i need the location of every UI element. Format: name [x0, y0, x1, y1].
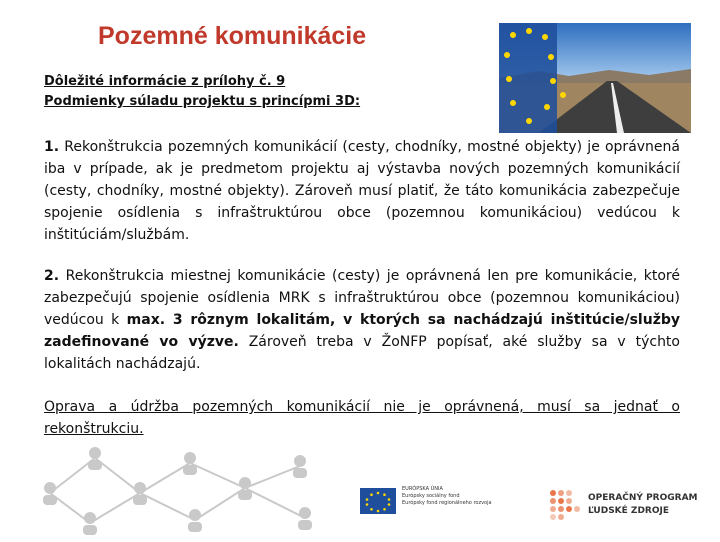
subheadings — [44, 72, 360, 112]
eu-logo-text — [402, 486, 492, 507]
op-ludske-zdroje-logo — [548, 488, 718, 528]
eu-flag-icon — [360, 488, 396, 514]
subheading-3d-conditions: Podmienky súladu projektu s princípmi 3D: — [44, 94, 361, 109]
op-logo-line-1: OPERAČNÝ PROGRAM — [588, 493, 698, 503]
road-illustration — [499, 23, 691, 133]
op-dots-icon — [548, 488, 582, 522]
paragraph-1-text: Rekonštrukcia pozemných komunikácií (cesty, chodníky, mostné objekty) je oprávnená iba v prípade, ak je predmetom projektu aj výstavba nových pozemných komunikácií (cesty, chodníky, mostné objekty). Zároveň musí platiť, že táto komunikácia zabezpečuje spojenie osídlenia s infraštruktúrou obce (pozemnou komunikáciou) vedúcou k inštitúciám/službám. — [44, 139, 680, 243]
eu-logo-line-2: Európsky sociálny fond — [402, 493, 460, 499]
paragraph-2-bold-text: max. 3 rôznym lokalitám, v ktorých sa nachádzajú inštitúcie/služby zadefinované vo výzve. — [44, 312, 680, 350]
people-network-icon — [30, 438, 340, 538]
paragraph-2-end-text: Zároveň treba v ŽoNFP popísať, aké služby sa v týchto lokalitách nachádzajú. — [44, 334, 680, 372]
paragraph-1-number: 1. — [44, 139, 60, 155]
eu-logo-line-3: Európsky fond regionálneho rozvoja — [402, 500, 492, 506]
paragraph-2-text: Rekonštrukcia miestnej komunikácie (cesty) je oprávnená len pre komunikácie, ktoré zabezpečujú spojenie osídlenia MRK s infraštruktúrou obce (pozemnou komunikáciou) vedúcou k — [44, 268, 680, 328]
hero-image-eu-road — [499, 23, 691, 133]
op-logo-line-2: ĽUDSKÉ ZDROJE — [588, 506, 670, 516]
paragraph-2-number: 2. — [44, 268, 60, 284]
op-logo-text — [588, 492, 698, 518]
network-decoration — [30, 438, 340, 538]
paragraph-2 — [44, 265, 680, 375]
paragraph-1 — [44, 136, 680, 246]
page-title: Pozemné komunikácie — [98, 22, 367, 50]
subheading-appendix: Dôležité informácie z prílohy č. 9 — [44, 74, 286, 89]
eu-logo — [360, 486, 500, 526]
eu-logo-line-1: EURÓPSKA ÚNIA — [402, 486, 443, 492]
paragraph-3-text: Oprava a údržba pozemných komunikácií nie je oprávnená, musí sa jednať o rekonštrukciu. — [44, 399, 680, 437]
paragraph-3 — [44, 396, 680, 440]
